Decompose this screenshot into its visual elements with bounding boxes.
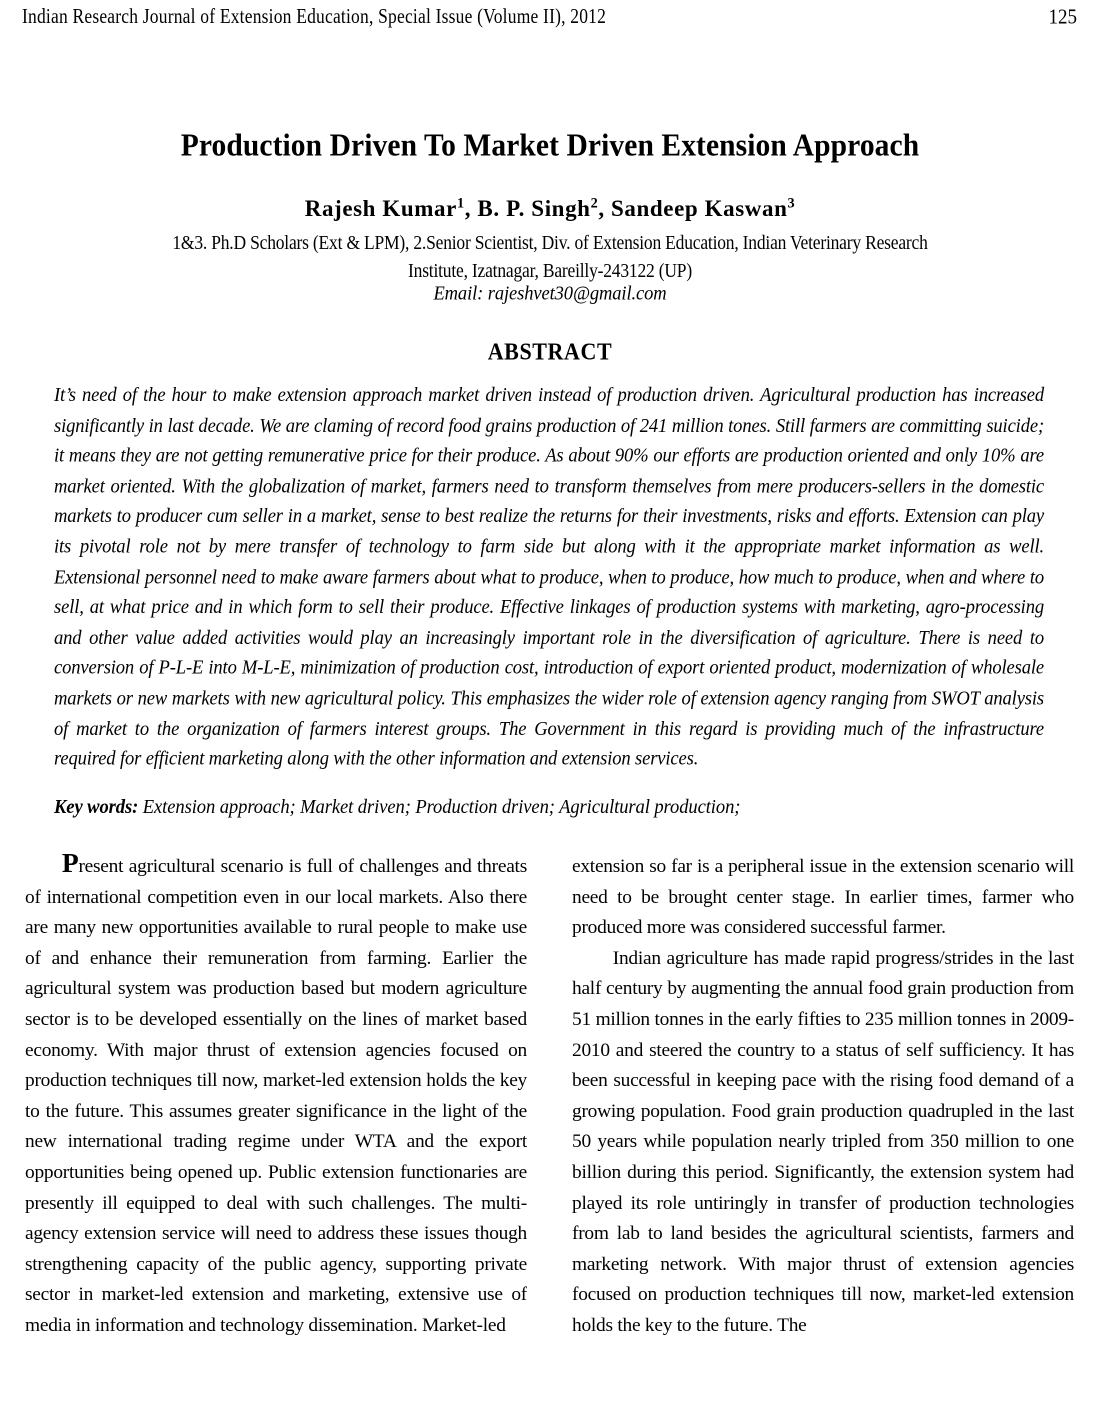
author-1-affiliation-marker: 1 [456, 195, 465, 212]
right-column [572, 852, 1074, 1426]
article-title: Production Driven To Market Driven Extension Approach [180, 128, 920, 163]
left-column-paragraph-1 [25, 852, 527, 1342]
running-head [22, 4, 1077, 34]
page-number: 125 [1048, 5, 1077, 29]
author-2-affiliation-marker: 2 [590, 195, 599, 212]
abstract-heading: ABSTRACT [487, 337, 613, 366]
affiliation-line-2: Institute, Izatnagar, Bareilly-243122 (UP) [408, 259, 692, 282]
affiliation-line-1: 1&3. Ph.D Scholars (Ext & LPM), 2.Senior Scientist, Div. of Extension Education, Indian Veterinary Research [172, 231, 928, 254]
corresponding-email[interactable]: Email: rajeshvet30@gmail.com [433, 283, 667, 305]
author-3-affiliation-marker: 3 [787, 195, 796, 212]
author-3-name: Sandeep Kaswan [611, 196, 788, 221]
author-1-name: Rajesh Kumar [304, 196, 457, 221]
left-column-paragraph-1-text: resent agricultural scenario is full of challenges and threats of international competition even in our local markets. Also there are many new opportunities available to rural people to make use of and enhance their remuneration from farming. Earlier the agricultural system was production based but modern agriculture sector is to be developed essentially on the lines of market based economy. With major thrust of extension agencies focused on production techniques till now, market-led extension holds the key to the future. This assumes greater significance in the light of the new international trading regime under WTA and the export opportunities being opened up. Public extension functionaries are presently ill equipped to deal with such challenges. The multi-agency extension service will need to address these issues though strengthening capacity of the public agency, supporting private sector in market-led extension and marketing, extensive use of media in information and technology dissemination. Market-led [25, 856, 527, 1336]
right-column-paragraph-2: Indian agriculture has made rapid progress/strides in the last half century by augmenting the annual food grain production from 51 million tonnes in the early fifties to 235 million tonnes in 2009-2010 and steered the country to a status of self sufficiency. It has been successful in keeping pace with the rising food demand of a growing population. Food grain production quadrupled in the last 50 years while population nearly tripled from 350 million to one billion during this period. Significantly, the extension system had played its role untiringly in transfer of production technologies from lab to land besides the agricultural scientists, farmers and marketing network. With major thrust of extension agencies focused on production techniques till now, market-led extension holds the key to the future. The [572, 947, 1074, 1336]
drop-cap: P [61, 852, 79, 878]
journal-citation-line: Indian Research Journal of Extension Education, Special Issue (Volume II), 2012 [22, 4, 607, 28]
keywords-label: Key words: [54, 796, 139, 819]
author-list [60, 196, 1040, 222]
affiliation-block [70, 229, 1030, 285]
author-separator-1: , [464, 196, 478, 221]
keywords-value: Extension approach; Market driven; Production driven; Agricultural production; [138, 796, 741, 819]
body-columns [25, 852, 1075, 1426]
author-separator-2: , [598, 196, 612, 221]
left-column [25, 852, 527, 1426]
keywords-line [54, 796, 1044, 819]
author-2-name: B. P. Singh [477, 196, 591, 221]
right-column-paragraph-1: extension so far is a peripheral issue in the extension scenario will need to be brought center stage. In earlier times, farmer who produced more was considered successful farmer. [572, 856, 1074, 939]
abstract-text: It’s need of the hour to make extension approach market driven instead of production driven. Agricultural production has increased significantly in last decade. We are claming of record food grains production of 241 million tones. Still farmers are committing suicide; it means they are not getting remunerative price for their produce. As about 90% our efforts are production oriented and only 10% are market oriented. With the globalization of market, farmers need to transform themselves from mere producers-sellers in the domestic markets to producer cum seller in a market, sense to best realize the returns for their investments, risks and efforts. Extension can play its pivotal role not by mere transfer of technology to farm side but along with it the appropriate market information as well. Extensional personnel need to make aware farmers about what to produce, when to produce, how much to produce, when and where to sell, at what price and in which form to sell their produce. Effective linkages of production systems with marketing, agro-processing and other value added activities would play an increasingly important role in the diversification of agriculture. There is need to conversion of P-L-E into M-L-E, minimization of production cost, introduction of export oriented product, modernization of wholesale markets or new markets with new agricultural policy. This emphasizes the wider role of extension agency ranging from SWOT analysis of market to the organization of farmers interest groups. The Government in this regard is providing much of the infrastructure required for efficient marketing along with the other information and extension services. [54, 384, 1044, 771]
